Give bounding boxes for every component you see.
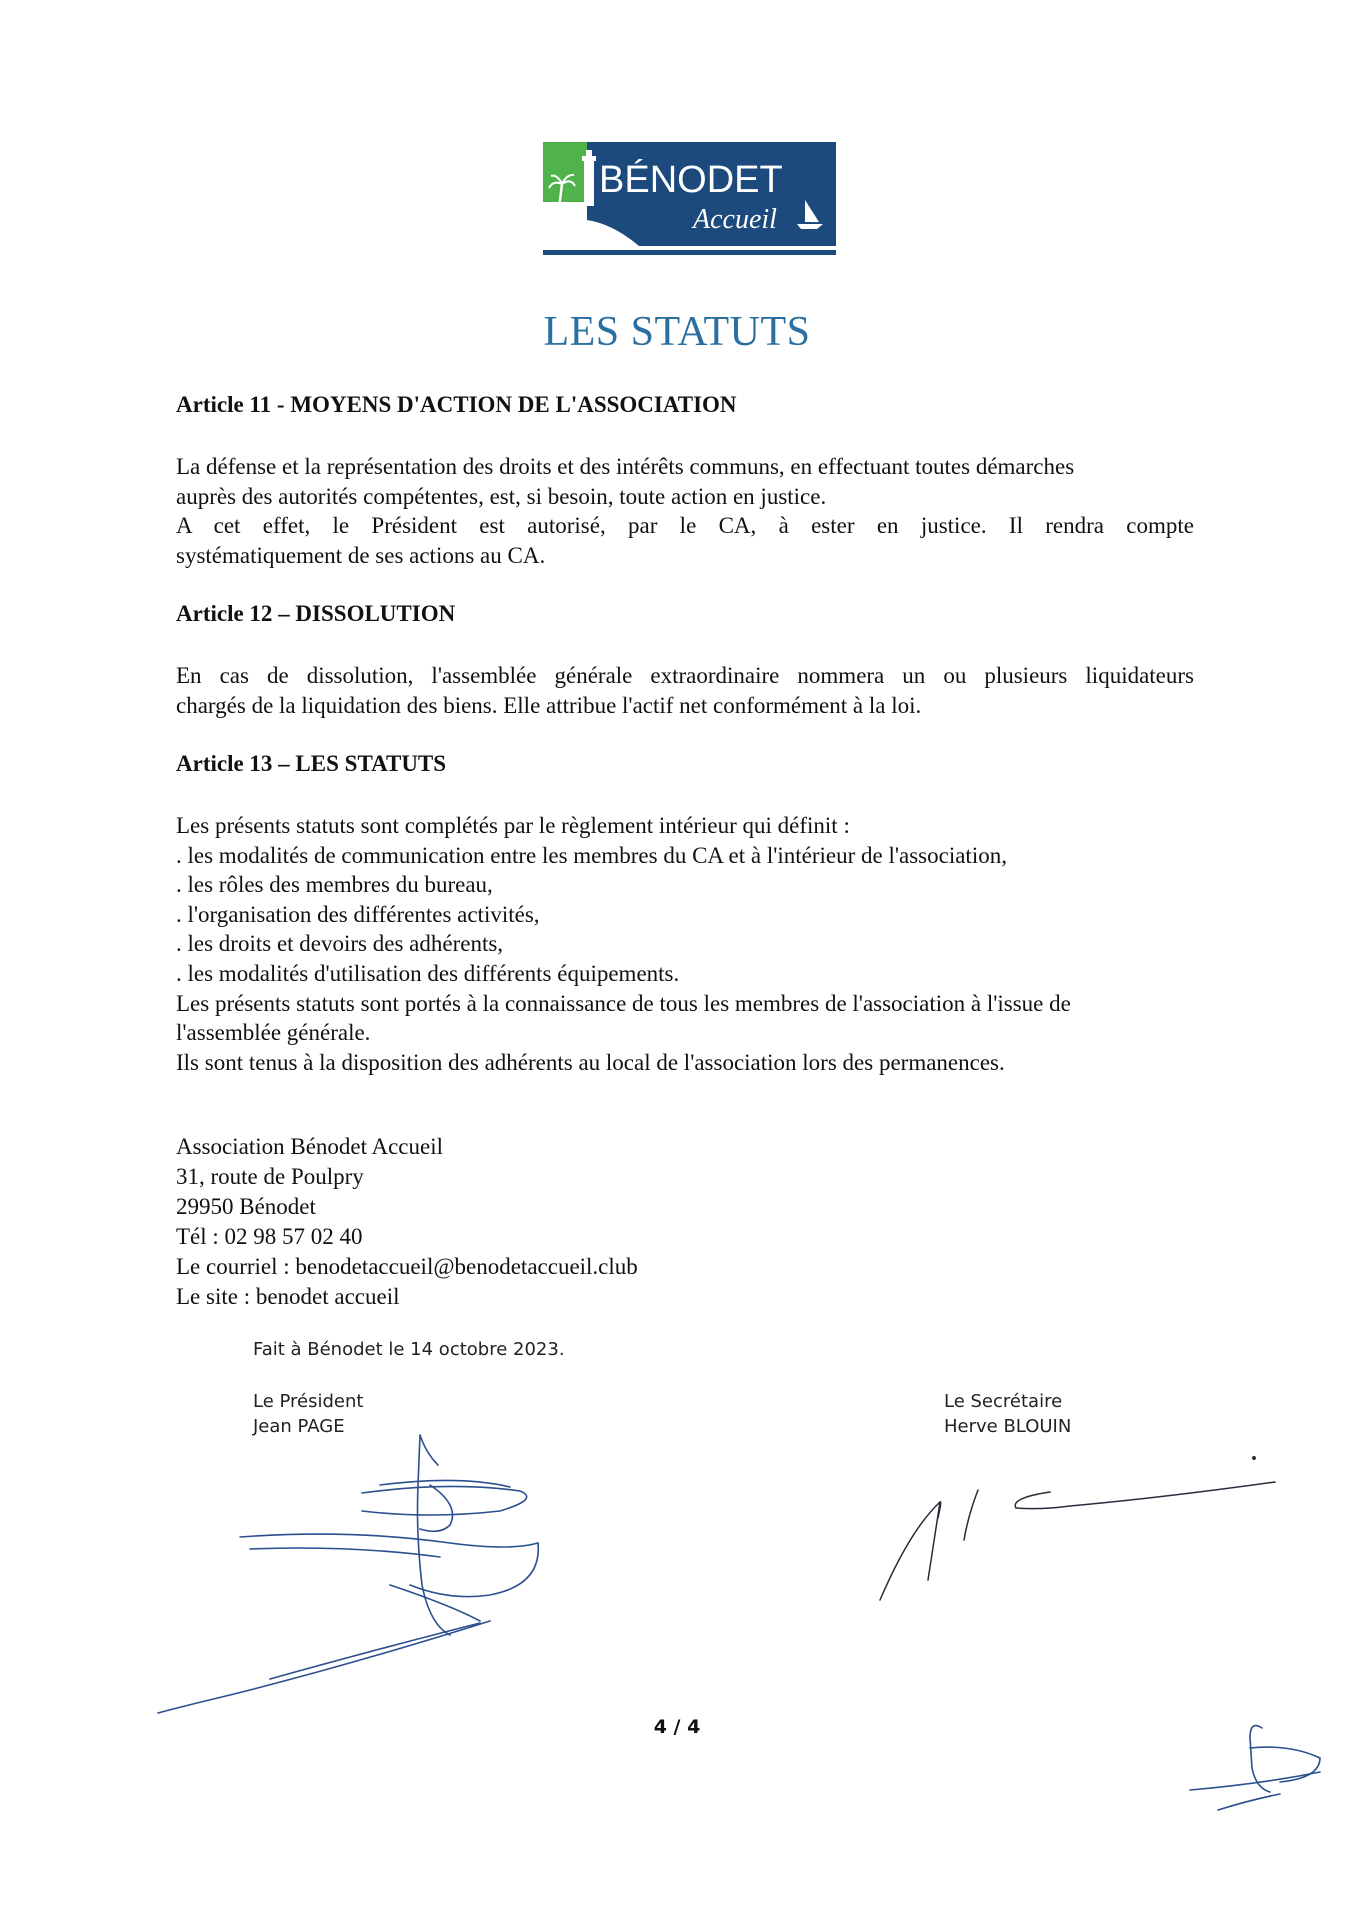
page-title: LES STATUTS (543, 309, 811, 355)
list-item: . les modalités de communication entre les membres du CA et à l'intérieur de l'association, (176, 842, 1007, 868)
list-item: . les modalités d'utilisation des différents équipements. (176, 960, 680, 986)
logo-script: Accueil (693, 204, 777, 235)
text-line: l'assemblée générale. (176, 1020, 371, 1046)
benodet-accueil-logo (543, 142, 836, 257)
address-street: 31, route de Poulpry (176, 1164, 364, 1189)
text-line: systématiquement de ses actions au CA. (176, 542, 546, 568)
address-org: Association Bénodet Accueil (176, 1134, 443, 1159)
address-block (176, 1132, 638, 1312)
text-line: Les présents statuts sont portés à la connaissance de tous les membres de l'association à l'issue de (176, 990, 1071, 1016)
logo-name: BÉNODET (599, 159, 783, 201)
article-11-text (176, 452, 1194, 570)
place-date-text: Fait à Bénodet le 14 octobre 2023. (253, 1339, 565, 1360)
text-line: Ils sont tenus à la disposition des adhérents au local de l'association lors des permanences. (176, 1049, 1005, 1075)
article-12-text (176, 661, 1194, 720)
secretary-signature (870, 1450, 1290, 1610)
article-11-heading: Article 11 - MOYENS D'ACTION DE L'ASSOCIATION (176, 392, 737, 417)
text-line: A cet effet, le Président est autorisé, par le CA, à ester en justice. Il rendra compte (176, 513, 1194, 539)
article-12-heading: Article 12 – DISSOLUTION (176, 601, 456, 626)
article-13-heading: Article 13 – LES STATUTS (176, 751, 447, 776)
secretary-name: Herve BLOUIN (944, 1415, 1072, 1437)
text-line: La défense et la représentation des droits et des intérêts communs, en effectuant toutes démarches (176, 454, 1075, 479)
address-site: Le site : benodet accueil (176, 1284, 400, 1309)
text-line: auprès des autorités compétentes, est, si besoin, toute action en justice. (176, 483, 827, 509)
address-city: 29950 Bénodet (176, 1194, 316, 1219)
text-line: Les présents statuts sont complétés par le règlement intérieur qui définit : (176, 813, 850, 838)
page-number: 4 / 4 (653, 1716, 701, 1738)
initials-mark (1170, 1718, 1340, 1818)
address-email: Le courriel : benodetaccueil@benodetaccueil.club (176, 1254, 638, 1279)
list-item: . les rôles des membres du bureau, (176, 872, 493, 898)
place-date (253, 1338, 565, 1363)
president-name: Jean PAGE (253, 1415, 345, 1437)
logo-graphic (543, 142, 836, 257)
text-line: En cas de dissolution, l'assemblée générale extraordinaire nommera un ou plusieurs liquidateurs (176, 663, 1194, 688)
president-signature (150, 1425, 570, 1715)
president-title: Le Président (253, 1391, 364, 1412)
secretary-title: Le Secrétaire (944, 1391, 1063, 1412)
list-item: . les droits et devoirs des adhérents, (176, 931, 504, 957)
list-item: . l'organisation des différentes activités, (176, 901, 540, 927)
article-13-text (176, 811, 1194, 1077)
address-phone: Tél : 02 98 57 02 40 (176, 1224, 363, 1249)
text-line: chargés de la liquidation des biens. Elle attribue l'actif net conformément à la loi. (176, 692, 922, 718)
secretary-block (944, 1390, 1071, 1439)
